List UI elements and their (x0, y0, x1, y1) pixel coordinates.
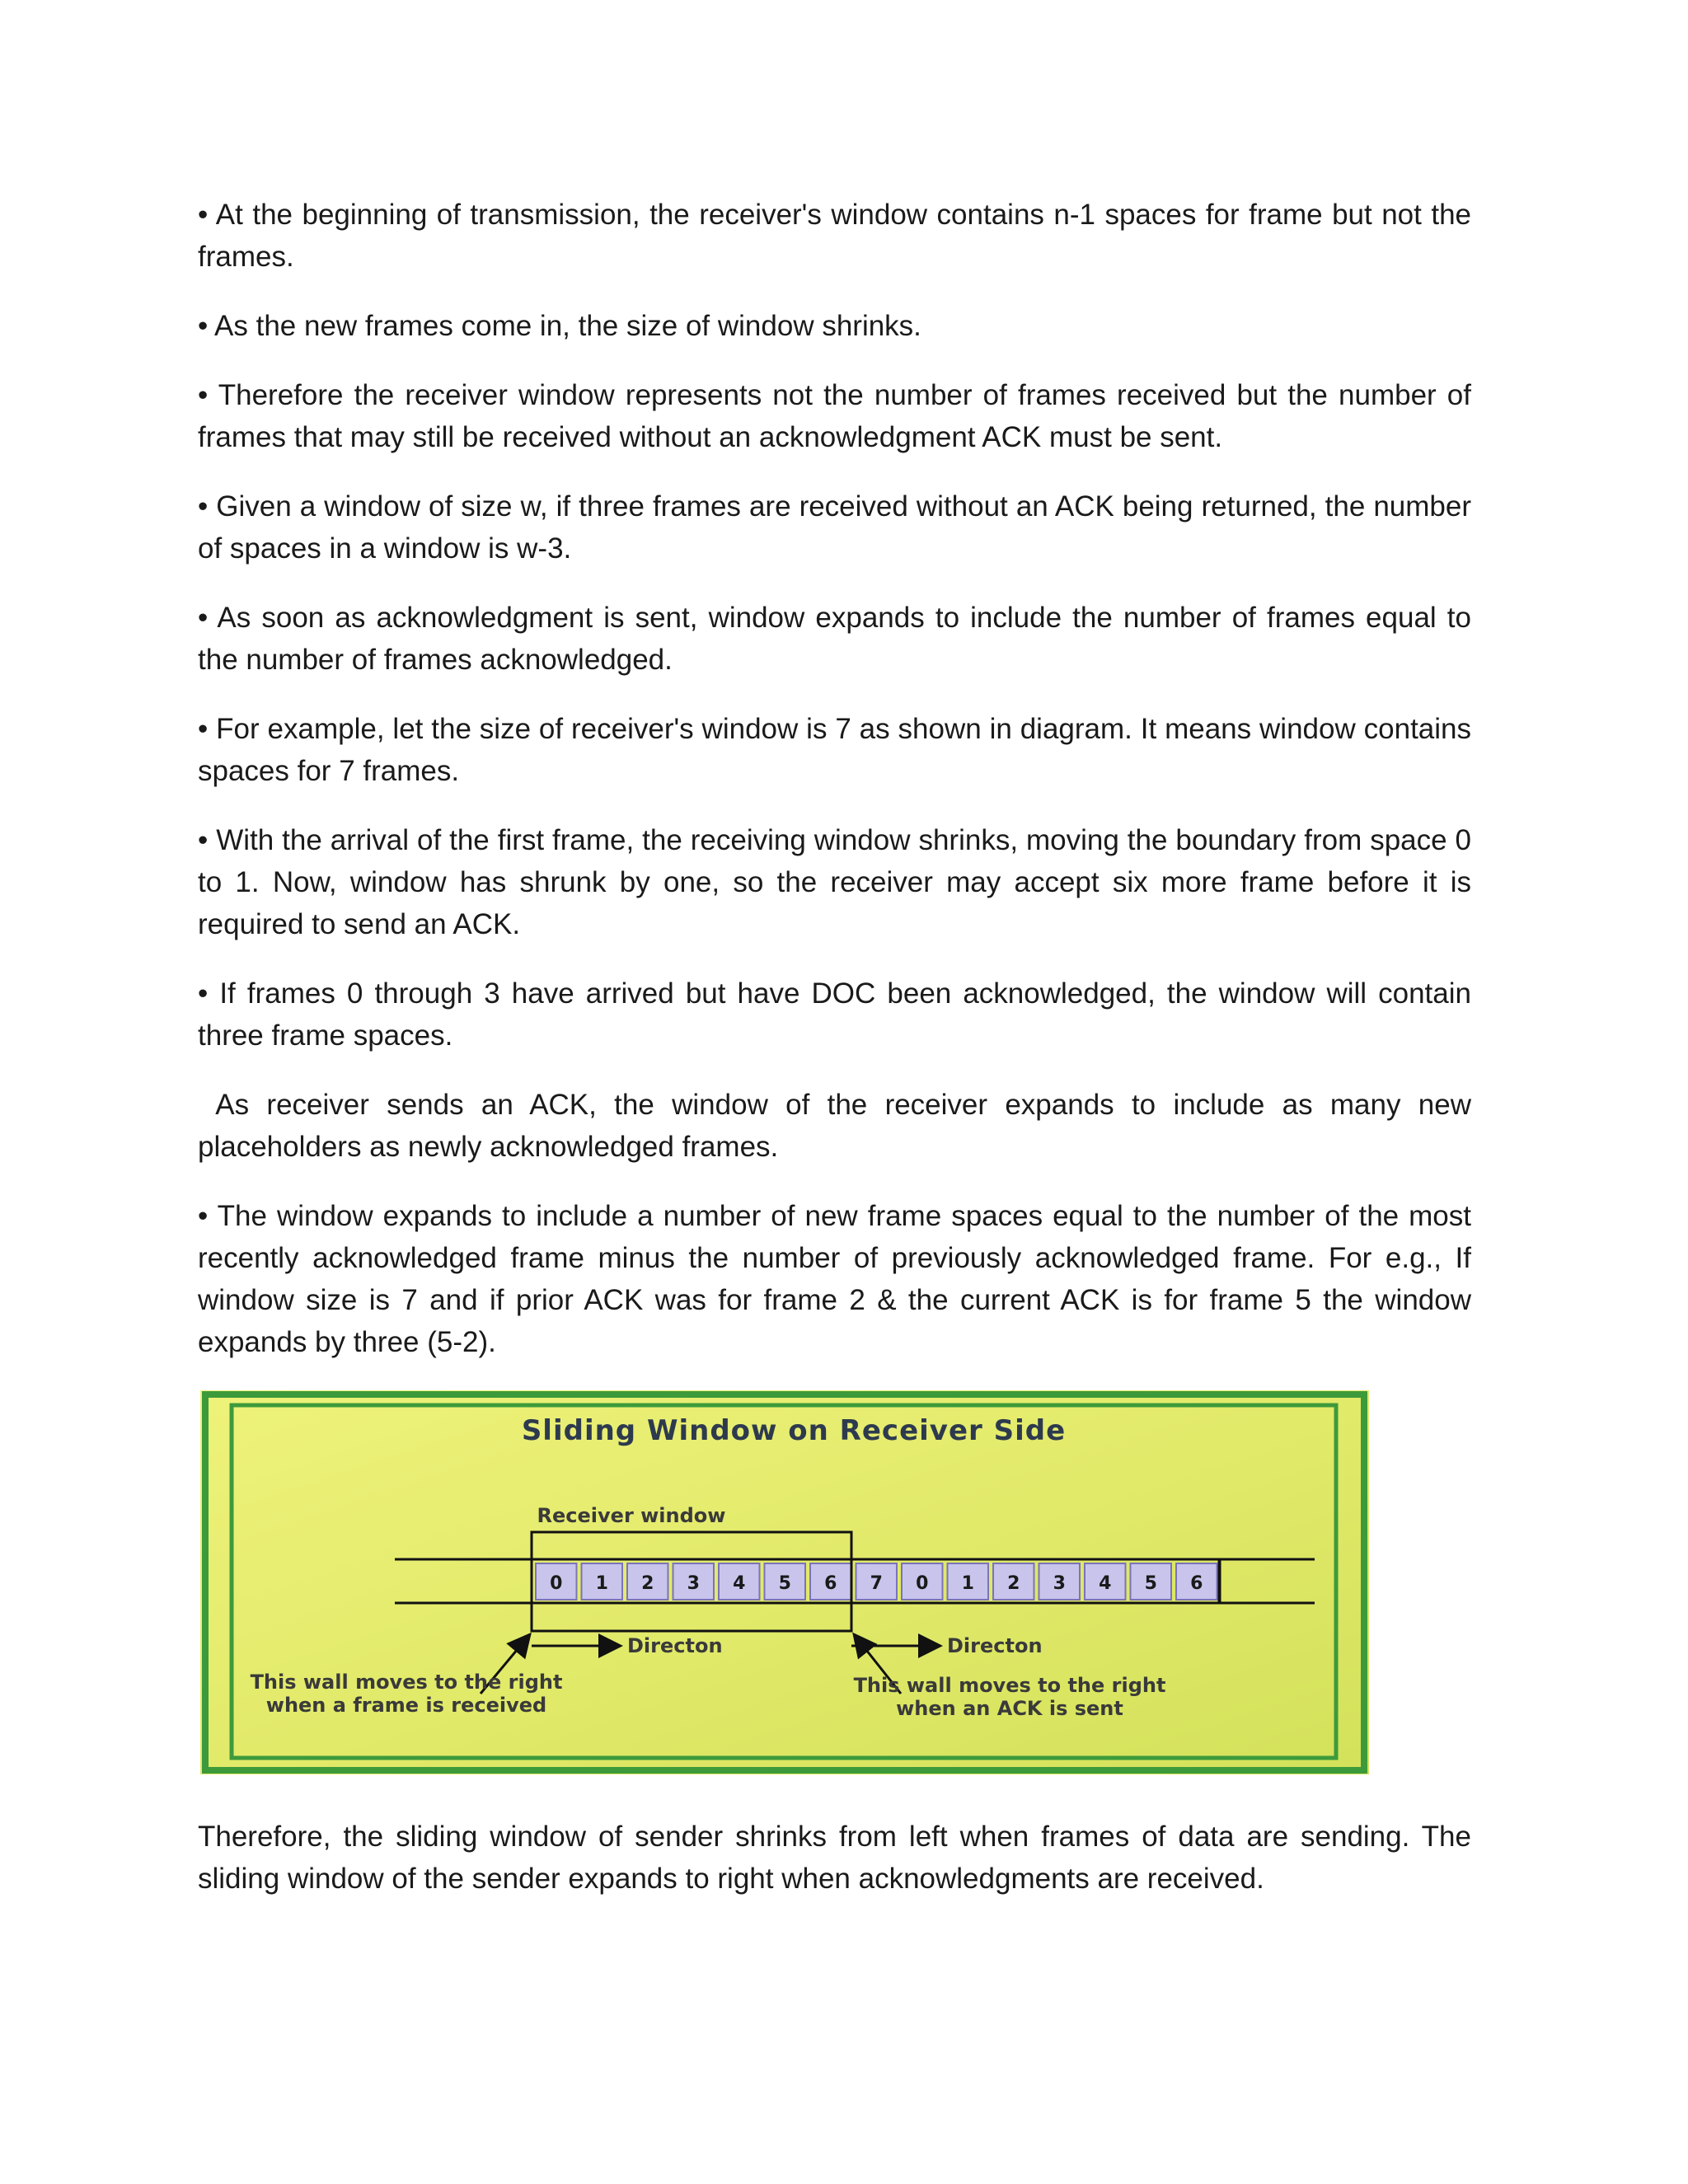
paragraph: • Given a window of size w, if three frames are received without an ACK being returned, the number of spaces in a window is w-3. (198, 490, 1471, 565)
diagram-title: Sliding Window on Receiver Side (521, 1414, 1067, 1447)
frame-cell-number: 1 (961, 1573, 974, 1594)
frame-cell-number: 4 (733, 1573, 746, 1594)
frame-cell-number: 3 (687, 1573, 700, 1594)
frame-cell-number: 5 (778, 1573, 791, 1594)
frame-cell-number: 0 (916, 1573, 929, 1594)
frame-cell-number: 3 (1053, 1573, 1066, 1594)
left-direction-label: Directon (627, 1634, 723, 1657)
paragraph: • If frames 0 through 3 have arrived but have DOC been acknowledged, the window will contain three frame spaces. (198, 977, 1471, 1052)
frame-cell-number: 1 (595, 1573, 608, 1594)
paragraph: • The window expands to include a number of new frame spaces equal to the number of the most recently acknowledged frame minus the number of previously acknowledged frame. For e.g., If window size is 7 and if prior ACK was for frame 2 & the current ACK is for frame 5 the window expands by three (5-2). (198, 1200, 1471, 1358)
frame-cell-number: 6 (1190, 1573, 1203, 1594)
paragraph: As receiver sends an ACK, the window of the receiver expands to include as many new placeholders as newly acknowledged frames. (198, 1089, 1479, 1163)
sliding-window-diagram (200, 1390, 1369, 1774)
frame-cell-number: 2 (1007, 1573, 1020, 1594)
left-wall-note-line2: when a frame is received (265, 1694, 547, 1717)
frame-cells (536, 1559, 1220, 1603)
paragraph: • At the beginning of transmission, the receiver's window contains n-1 spaces for frame but not the frames. (198, 199, 1471, 273)
paragraph: • Therefore the receiver window represents not the number of frames received but the number of frames that may still be received without an acknowledgment ACK must be sent. (198, 379, 1471, 453)
frame-cell-number: 6 (824, 1573, 837, 1594)
frame-cell-number: 0 (550, 1573, 563, 1594)
frame-cell-number: 7 (870, 1573, 883, 1594)
receiver-window-label: Receiver window (537, 1504, 726, 1527)
left-wall-note-line1: This wall moves to the right (250, 1671, 563, 1694)
right-direction-label: Directon (947, 1634, 1043, 1657)
paragraph: • As soon as acknowledgment is sent, window expands to include the number of frames equal to the number of frames acknowledged. (198, 602, 1471, 676)
right-wall-note-line1: This wall moves to the right (853, 1674, 1166, 1697)
frame-cell-number: 5 (1144, 1573, 1157, 1594)
document-body (198, 194, 1479, 1927)
paragraph: • As the new frames come in, the size of window shrinks. (198, 310, 921, 342)
frame-cell-number: 2 (641, 1573, 654, 1594)
frame-cell-number: 4 (1099, 1573, 1112, 1594)
closing-paragraph: Therefore, the sliding window of sender shrinks from left when frames of data are sending. The sliding window of the sender expands to right when acknowledgments are received. (198, 1821, 1471, 1895)
diagram-canvas (200, 1390, 1369, 1774)
paragraph: • For example, let the size of receiver's window is 7 as shown in diagram. It means window contains spaces for 7 frames. (198, 713, 1471, 787)
right-wall-note-line2: when an ACK is sent (896, 1697, 1123, 1720)
paragraph: • With the arrival of the first frame, the receiving window shrinks, moving the boundary from space 0 to 1. Now, window has shrunk by one, so the receiver may accept six more frame before it is required to send an ACK. (198, 824, 1471, 940)
